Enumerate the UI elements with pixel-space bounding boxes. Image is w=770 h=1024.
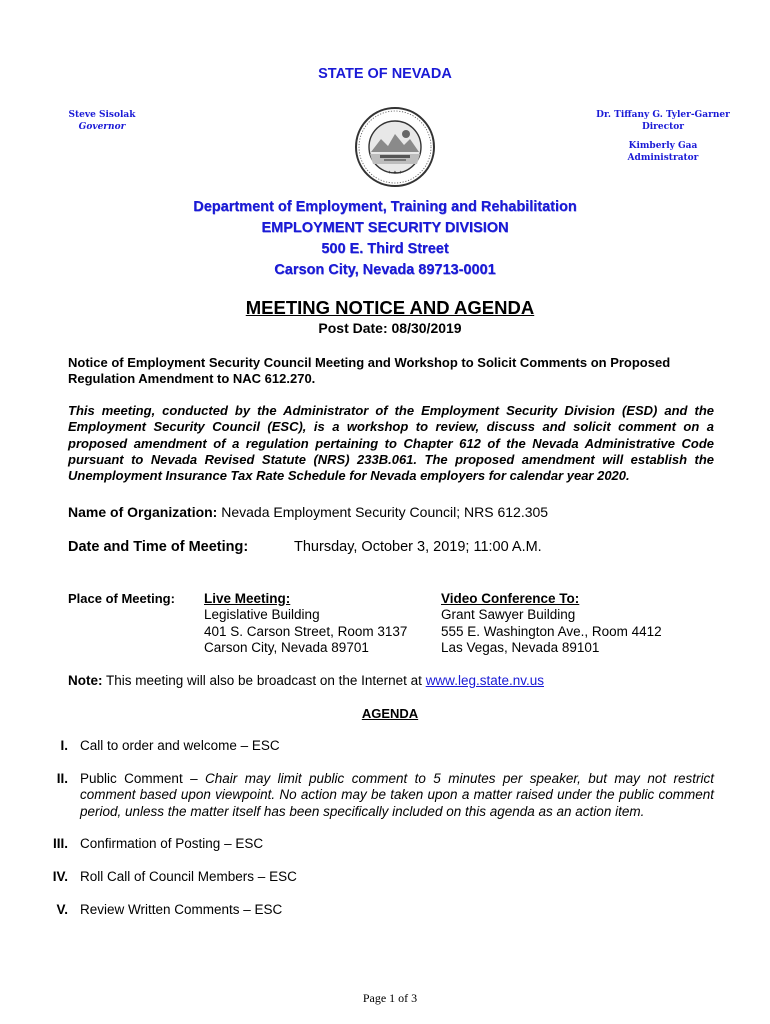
agenda-item-text: Confirmation of Posting – ESC bbox=[80, 836, 264, 851]
intro-paragraph: This meeting, conducted by the Administrator of the Employment Security Division (ESD) and the Employment Security Council (ESC), is a workshop to review, discuss and solicit comment on a proposed amendment of a regulation pertaining to Chapter 612 of the Nevada Administrative Code pursuant to Nevada Revised Statute (NRS) 233B.061. The proposed amendment will establish the Unemployment Insurance Tax Rate Schedule for Nevada employers for calendar year 2020. bbox=[68, 403, 714, 484]
agenda-item-number: I. bbox=[60, 738, 68, 753]
street-address: 500 E. Third Street bbox=[321, 241, 449, 257]
public-comment-policy: Chair may limit public comment to 5 minutes per speaker, but may not restrict comment based upon viewpoint. No action may be taken upon a matter raised under the public comment period, unless the matter itself has been specifically included on this agenda as an action item. bbox=[80, 771, 715, 819]
agenda-item bbox=[0, 836, 714, 854]
agenda-item-text bbox=[80, 771, 714, 820]
organization-value: Nevada Employment Security Council; NRS 612.305 bbox=[221, 504, 549, 520]
governor-name: Steve Sisolak bbox=[68, 110, 136, 120]
video-conference-city: Las Vegas, Nevada 89101 bbox=[441, 639, 600, 655]
director-block bbox=[590, 109, 736, 133]
broadcast-note bbox=[68, 673, 544, 688]
agenda-item-text: Review Written Comments – ESC bbox=[80, 902, 283, 917]
agenda-item-number: III. bbox=[52, 836, 68, 851]
agenda-heading: AGENDA bbox=[361, 706, 419, 721]
agenda-item-number: II. bbox=[56, 771, 68, 786]
agenda-item-number: V. bbox=[56, 902, 68, 917]
note-label: Note: bbox=[68, 673, 103, 688]
agenda-item-lead: Public Comment – bbox=[80, 771, 206, 786]
post-date: Post Date: 08/30/2019 bbox=[318, 320, 462, 336]
live-meeting-street: 401 S. Carson Street, Room 3137 bbox=[204, 623, 408, 639]
live-meeting-heading: Live Meeting: bbox=[204, 591, 291, 606]
agenda-item-number: IV. bbox=[52, 869, 68, 884]
director-title: Director bbox=[641, 122, 685, 132]
live-meeting-city: Carson City, Nevada 89701 bbox=[204, 639, 369, 655]
organization-label: Name of Organization: bbox=[68, 504, 218, 520]
video-conference-heading: Video Conference To: bbox=[441, 591, 580, 606]
notice-text: Notice of Employment Security Council Meeting and Workshop to Solicit Comments on Proposed Regulation Amendment to NAC 612.270. bbox=[68, 355, 671, 386]
department-address bbox=[0, 197, 770, 281]
page-number: Page 1 of 3 bbox=[362, 991, 418, 1005]
organization-line bbox=[68, 504, 548, 520]
agenda-item-text: Roll Call of Council Members – ESC bbox=[80, 869, 297, 884]
video-conference-building: Grant Sawyer Building bbox=[441, 607, 576, 623]
administrator-block bbox=[590, 140, 736, 164]
administrator-title: Administrator bbox=[627, 153, 699, 163]
agenda-item bbox=[0, 869, 714, 887]
director-name: Dr. Tiffany G. Tyler-Garner bbox=[596, 110, 730, 120]
city-address: Carson City, Nevada 89713-0001 bbox=[274, 262, 496, 278]
department-name: Department of Employment, Training and Rehabilitation bbox=[193, 199, 577, 215]
video-conference-venue bbox=[441, 591, 662, 656]
live-meeting-venue bbox=[204, 591, 407, 656]
place-label: Place of Meeting: bbox=[68, 591, 175, 606]
page-title: MEETING NOTICE AND AGENDA bbox=[245, 297, 535, 318]
note-text: This meeting will also be broadcast on the Internet at bbox=[102, 673, 426, 688]
division-name: EMPLOYMENT SECURITY DIVISION bbox=[261, 220, 509, 236]
datetime-value: Thursday, October 3, 2019; 11:00 A.M. bbox=[294, 539, 542, 555]
governor-block bbox=[62, 109, 142, 133]
svg-text:✦ ✦ ✦: ✦ ✦ ✦ bbox=[387, 170, 403, 176]
agenda-item bbox=[0, 771, 714, 823]
state-title: STATE OF NEVADA bbox=[318, 66, 452, 82]
agenda-item-text: Call to order and welcome – ESC bbox=[80, 738, 280, 753]
agenda-item bbox=[0, 902, 714, 920]
legislature-link[interactable]: www.leg.state.nv.us bbox=[425, 673, 544, 688]
administrator-name: Kimberly Gaa bbox=[628, 141, 698, 151]
video-conference-street: 555 E. Washington Ave., Room 4412 bbox=[441, 623, 662, 639]
agenda-item bbox=[0, 738, 714, 756]
live-meeting-building: Legislative Building bbox=[204, 607, 320, 623]
great-seal-of-nevada-icon bbox=[354, 106, 436, 188]
datetime-label: Date and Time of Meeting: bbox=[68, 539, 249, 555]
governor-title: Governor bbox=[78, 122, 126, 132]
